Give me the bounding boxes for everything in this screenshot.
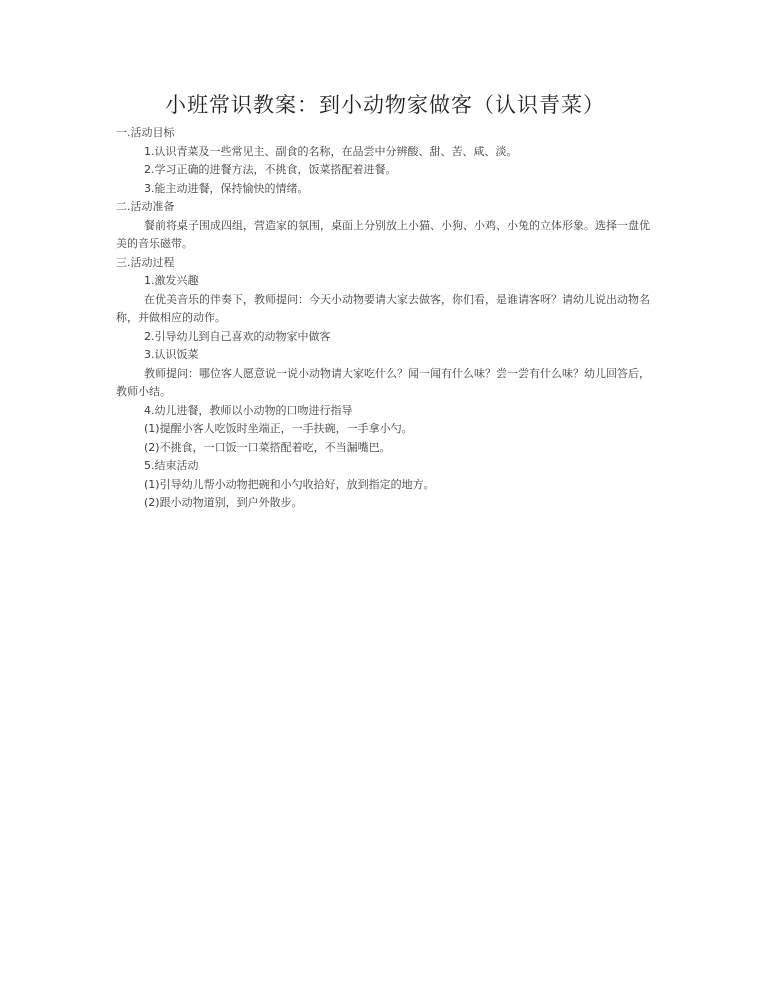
page-title: 小班常识教案：到小动物家做客（认识青菜） <box>165 93 605 117</box>
process-step-5-heading: 5.结束活动 <box>144 459 199 472</box>
section-heading-process: 三.活动过程 <box>116 255 175 269</box>
document-body <box>116 124 656 513</box>
section-heading-preparation: 二.活动准备 <box>116 200 175 213</box>
process-step-5-item-1: (1)引导幼儿帮小动物把碗和小勺收拾好，放到指定的地方。 <box>144 477 435 491</box>
goal-item-2: 2.学习正确的进餐方法，不挑食，饭菜搭配着进餐。 <box>144 163 397 176</box>
process-step-3-paragraph: 教师提问：哪位客人愿意说一说小动物请大家吃什么？闻一闻有什么味？尝一尝有什么味？幼儿回答后，教师小结。 <box>116 366 650 398</box>
goal-item-3: 3.能主动进餐，保持愉快的情绪。 <box>144 181 309 195</box>
process-step-1-paragraph: 在优美音乐的伴奏下，教师提问：今天小动物要请大家去做客，你们看，是谁请客呀？请幼儿说出动物名称，并做相应的动作。 <box>116 292 650 324</box>
section-heading-goals: 一.活动目标 <box>116 126 175 139</box>
preparation-paragraph: 餐前将桌子围成四组，营造家的氛围，桌面上分别放上小猫、小狗、小鸡、小兔的立体形象。选择一盘优美的音乐磁带。 <box>116 218 650 250</box>
process-step-5-item-2: (2)跟小动物道别，到户外散步。 <box>144 496 303 509</box>
process-step-1-heading: 1.激发兴趣 <box>144 274 199 287</box>
process-step-4-item-2: (2)不挑食，一口饭一口菜搭配着吃，不当漏嘴巴。 <box>144 440 391 454</box>
process-step-2-heading: 2.引导幼儿到自己喜欢的动物家中做客 <box>144 329 331 343</box>
process-step-4-item-1: (1)提醒小客人吃饭时坐端正，一手扶碗，一手拿小勺。 <box>144 422 413 435</box>
process-step-3-heading: 3.认识饭菜 <box>144 348 199 361</box>
process-step-4-heading: 4.幼儿进餐，教师以小动物的口吻进行指导 <box>144 403 353 417</box>
goal-item-1: 1.认识青菜及一些常见主、副食的名称，在品尝中分辨酸、甜、苦、咸、淡。 <box>144 144 518 158</box>
